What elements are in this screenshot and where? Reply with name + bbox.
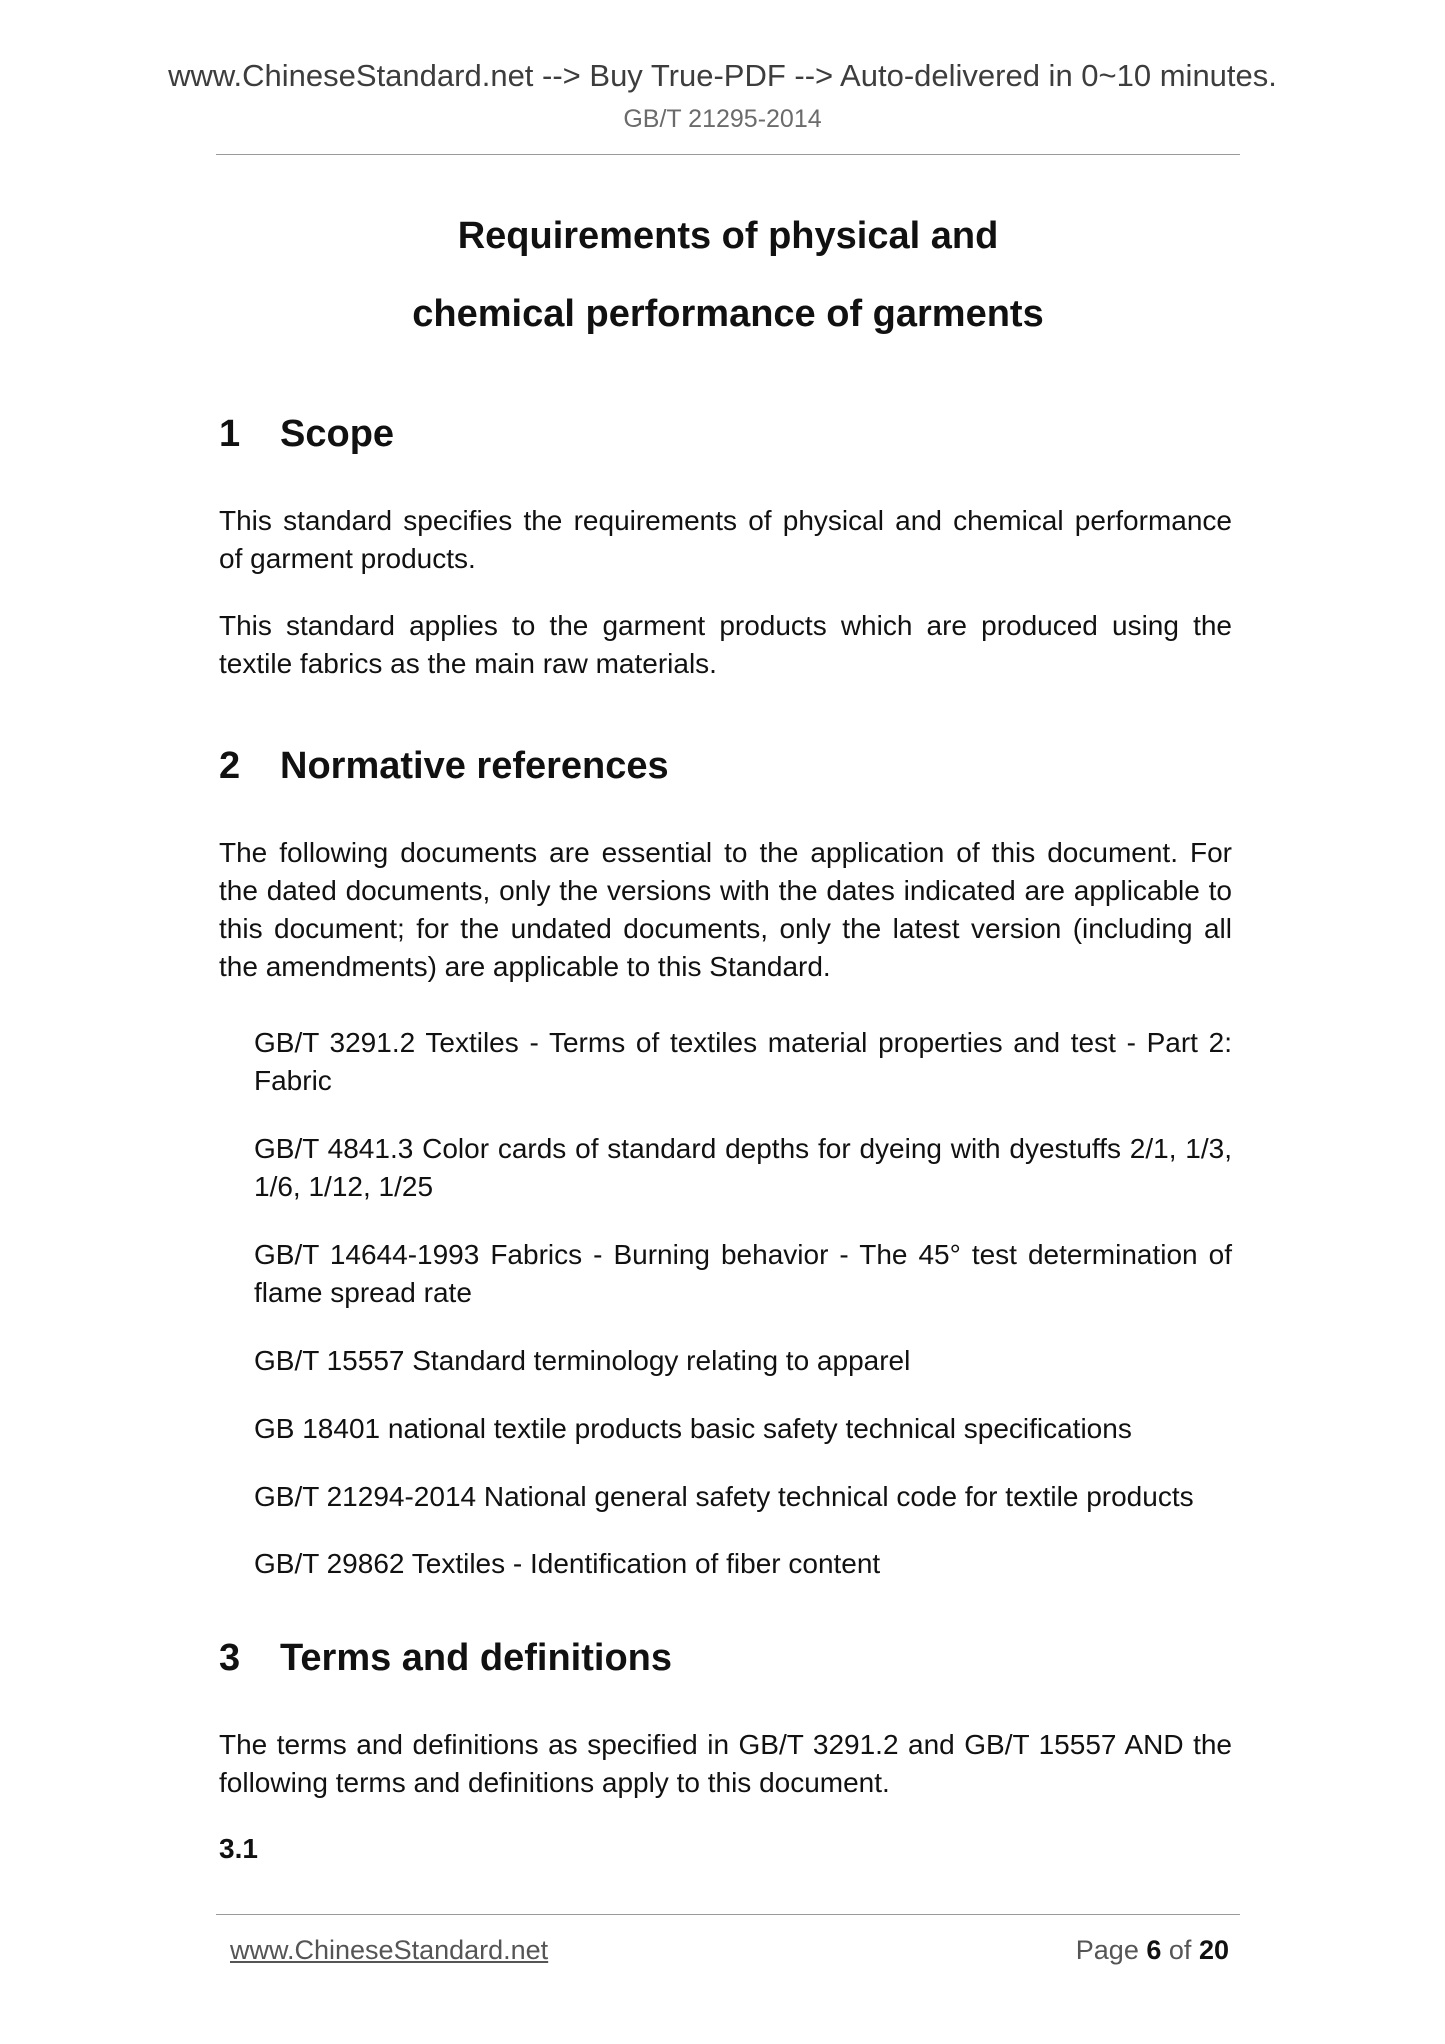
- section-title: Scope: [280, 413, 395, 455]
- header-standard-number: GB/T 21295-2014: [623, 105, 822, 133]
- footer-website-link[interactable]: www.ChineseStandard.net: [230, 1935, 549, 1965]
- page-of-label: of: [1168, 1935, 1192, 1965]
- reference-item: GB/T 14644-1993 Fabrics - Burning behavior - The 45° test determination of flame spread rate: [254, 1239, 1232, 1308]
- section-heading-scope: [219, 410, 1239, 458]
- section-title: Terms and definitions: [280, 1637, 673, 1679]
- document-title-line-2: chemical performance of garments: [412, 293, 1044, 335]
- header-divider: [216, 154, 1240, 155]
- reference-item: GB/T 15557 Standard terminology relating to apparel: [254, 1345, 911, 1376]
- section-number: 2: [219, 745, 241, 787]
- document-title-line-1: Requirements of physical and: [457, 215, 999, 257]
- references-intro-paragraph: The following documents are essential to the application of this document. For the dated documents, only the versions with the dates indicated are applicable to this document; for the undated documents, only the latest version (including all the amendments) are applicable to this Standard.: [219, 837, 1232, 982]
- page-indicator: [1076, 1932, 1229, 1968]
- current-page-number: 6: [1146, 1935, 1162, 1965]
- footer-divider: [216, 1914, 1240, 1915]
- section-title: Normative references: [280, 745, 669, 787]
- scope-paragraph-1: This standard specifies the requirements of physical and chemical performance of garment products.: [219, 505, 1232, 574]
- subsection-number: 3.1: [219, 1833, 258, 1864]
- reference-item: GB/T 3291.2 Textiles - Terms of textiles material properties and test - Part 2: Fabric: [254, 1027, 1232, 1096]
- total-pages-number: 20: [1198, 1935, 1229, 1965]
- section-heading-terms-and-definitions: [219, 1634, 1239, 1682]
- section-heading-normative-references: [219, 742, 1239, 790]
- header-banner: www.ChineseStandard.net --> Buy True-PDF --> Auto-delivered in 0~10 minutes.: [168, 58, 1277, 93]
- page-label: Page: [1075, 1935, 1139, 1965]
- reference-item: GB/T 21294-2014 National general safety technical code for textile products: [254, 1481, 1194, 1512]
- terms-intro-paragraph: The terms and definitions as specified in GB/T 3291.2 and GB/T 15557 AND the following terms and definitions apply to this document.: [219, 1729, 1232, 1798]
- section-number: 3: [219, 1637, 241, 1679]
- scope-paragraph-2: This standard applies to the garment products which are produced using the textile fabrics as the main raw materials.: [219, 610, 1232, 679]
- reference-item: GB/T 29862 Textiles - Identification of fiber content: [254, 1548, 881, 1579]
- reference-item: GB 18401 national textile products basic safety technical specifications: [254, 1413, 1132, 1444]
- reference-item: GB/T 4841.3 Color cards of standard depths for dyeing with dyestuffs 2/1, 1/3, 1/6, 1/12, 1/25: [254, 1133, 1232, 1202]
- section-number: 1: [219, 413, 241, 455]
